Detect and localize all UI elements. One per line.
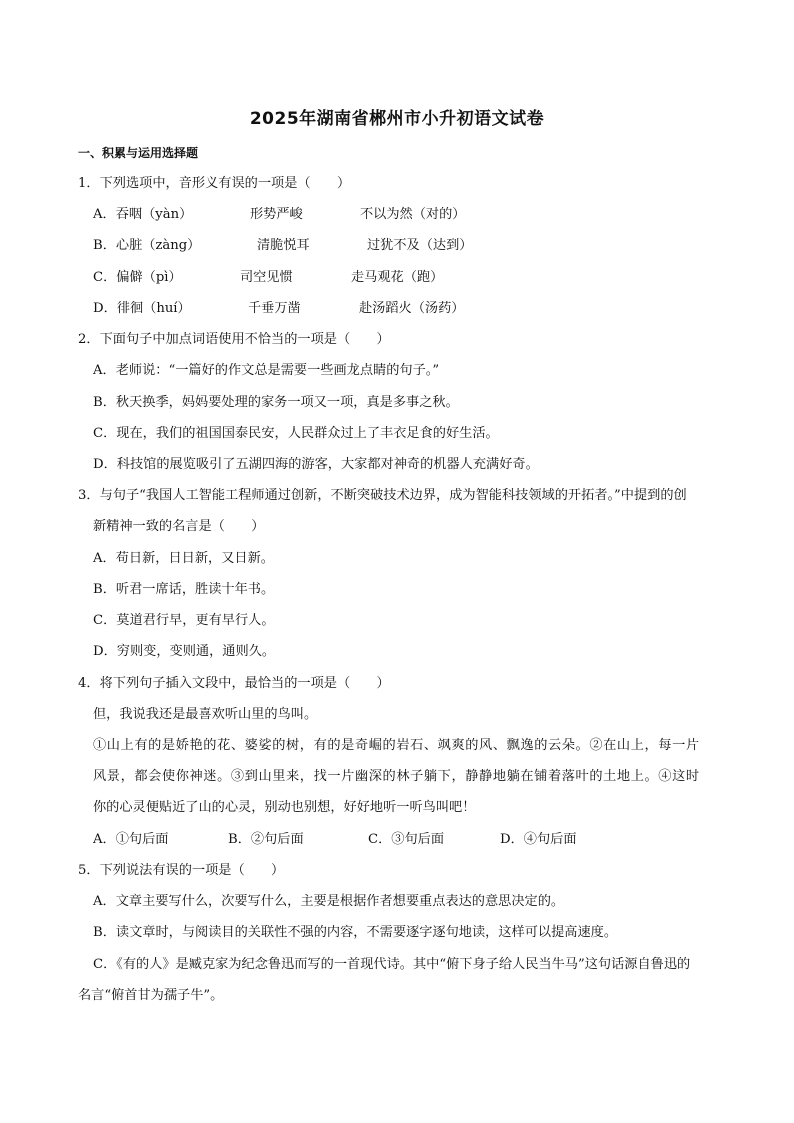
question-3-stem: 3．与句子“我国人工智能工程师通过创新，不断突破技术边界，成为智能科技领域的开拓者。”中提到的创 — [78, 488, 687, 503]
q2-option-c[interactable]: C．现在，我们的祖国国泰民安，人民群众过上了丰衣足食的好生活。 — [93, 426, 499, 441]
question-4-stem: 4．将下列句子插入文段中，最恰当的一项是（ ） — [78, 676, 390, 691]
q5-option-c-cont: 名言“俯首甘为孺子牛”。 — [78, 988, 224, 1003]
q1-option-c[interactable]: C．偏僻（pì） — [93, 270, 182, 285]
q1-option-b-word: 清脆悦耳 — [257, 238, 310, 253]
q1-option-c-word: 司空见惯 — [240, 270, 293, 285]
q5-option-b[interactable]: B．读文章时，与阅读目的关联性不强的内容，不需要逐字逐句地读，这样可以提高速度。 — [93, 925, 617, 940]
q1-option-a-idiom: 不以为然（对的） — [360, 207, 466, 222]
question-1-stem: 1．下列选项中，音形义有误的一项是（ ） — [78, 176, 351, 191]
q1-option-d-idiom: 赴汤蹈火（汤药） — [359, 301, 465, 316]
q3-option-c[interactable]: C．莫道君行早，更有早行人。 — [93, 613, 275, 628]
q2-option-b[interactable]: B．秋天换季，妈妈要处理的家务一项又一项，真是多事之秋。 — [93, 395, 459, 410]
section-heading: 一、积累与运用选择题 — [78, 146, 199, 160]
question-2-stem: 2．下面句子中加点词语使用不恰当的一项是（ ） — [78, 332, 390, 347]
q1-option-b[interactable]: B．心脏（zàng） — [93, 238, 201, 253]
q4-option-a[interactable]: A．①句后面 — [93, 832, 169, 847]
q3-option-d[interactable]: D．穷则变，变则通，通则久。 — [93, 644, 276, 659]
q2-option-d[interactable]: D．科技馆的展览吸引了五湖四海的游客，大家都对神奇的机器人充满好奇。 — [93, 457, 539, 472]
q4-passage-line: 你的心灵便贴近了山的心灵，别动也别想，好好地听一听鸟叫吧！ — [93, 800, 476, 815]
q1-option-d[interactable]: D．徘徊（huí） — [93, 301, 191, 316]
q5-option-a[interactable]: A．文章主要写什么，次要写什么，主要是根据作者想要重点表达的意思决定的。 — [93, 894, 565, 909]
q4-passage-line: 风景，都会使你神迷。③到山里来，找一片幽深的林子躺下，静静地躺在铺着落叶的土地上。④这时 — [93, 769, 700, 784]
q4-option-b[interactable]: B．②句后面 — [228, 832, 304, 847]
q4-passage-line: ①山上有的是娇艳的花、婆娑的树，有的是奇崛的岩石、飒爽的风、飘逸的云朵。②在山上，每一片 — [93, 738, 700, 753]
q1-option-d-word: 千垂万凿 — [248, 301, 301, 316]
q4-insert-sentence: 但，我说我还是最喜欢听山里的鸟叫。 — [93, 707, 318, 722]
q3-option-a[interactable]: A．苟日新，日日新，又日新。 — [93, 551, 274, 566]
q4-option-d[interactable]: D．④句后面 — [500, 832, 577, 847]
q3-option-b[interactable]: B．听君一席话，胜读十年书。 — [93, 582, 275, 597]
q1-option-a-word: 形势严峻 — [250, 207, 303, 222]
q5-option-c[interactable]: C．《有的人》是臧克家为纪念鲁迅而写的一首现代诗。其中“俯下身子给人民当牛马”这句话源自鲁迅的 — [93, 957, 691, 972]
question-3-stem-cont: 新精神一致的名言是（ ） — [93, 519, 265, 534]
q2-option-a[interactable]: A．老师说：“一篇好的作文总是需要一些画龙点睛的句子。” — [93, 363, 440, 378]
q1-option-a[interactable]: A．吞咽（yàn） — [93, 207, 193, 222]
q1-option-c-idiom: 走马观花（跑） — [351, 270, 444, 285]
q4-option-c[interactable]: C．③句后面 — [368, 832, 445, 847]
q1-option-b-idiom: 过犹不及（达到） — [367, 238, 473, 253]
question-5-stem: 5．下列说法有误的一项是（ ） — [78, 863, 285, 878]
exam-title: 2025年湖南省郴州市小升初语文试卷 — [249, 109, 545, 129]
